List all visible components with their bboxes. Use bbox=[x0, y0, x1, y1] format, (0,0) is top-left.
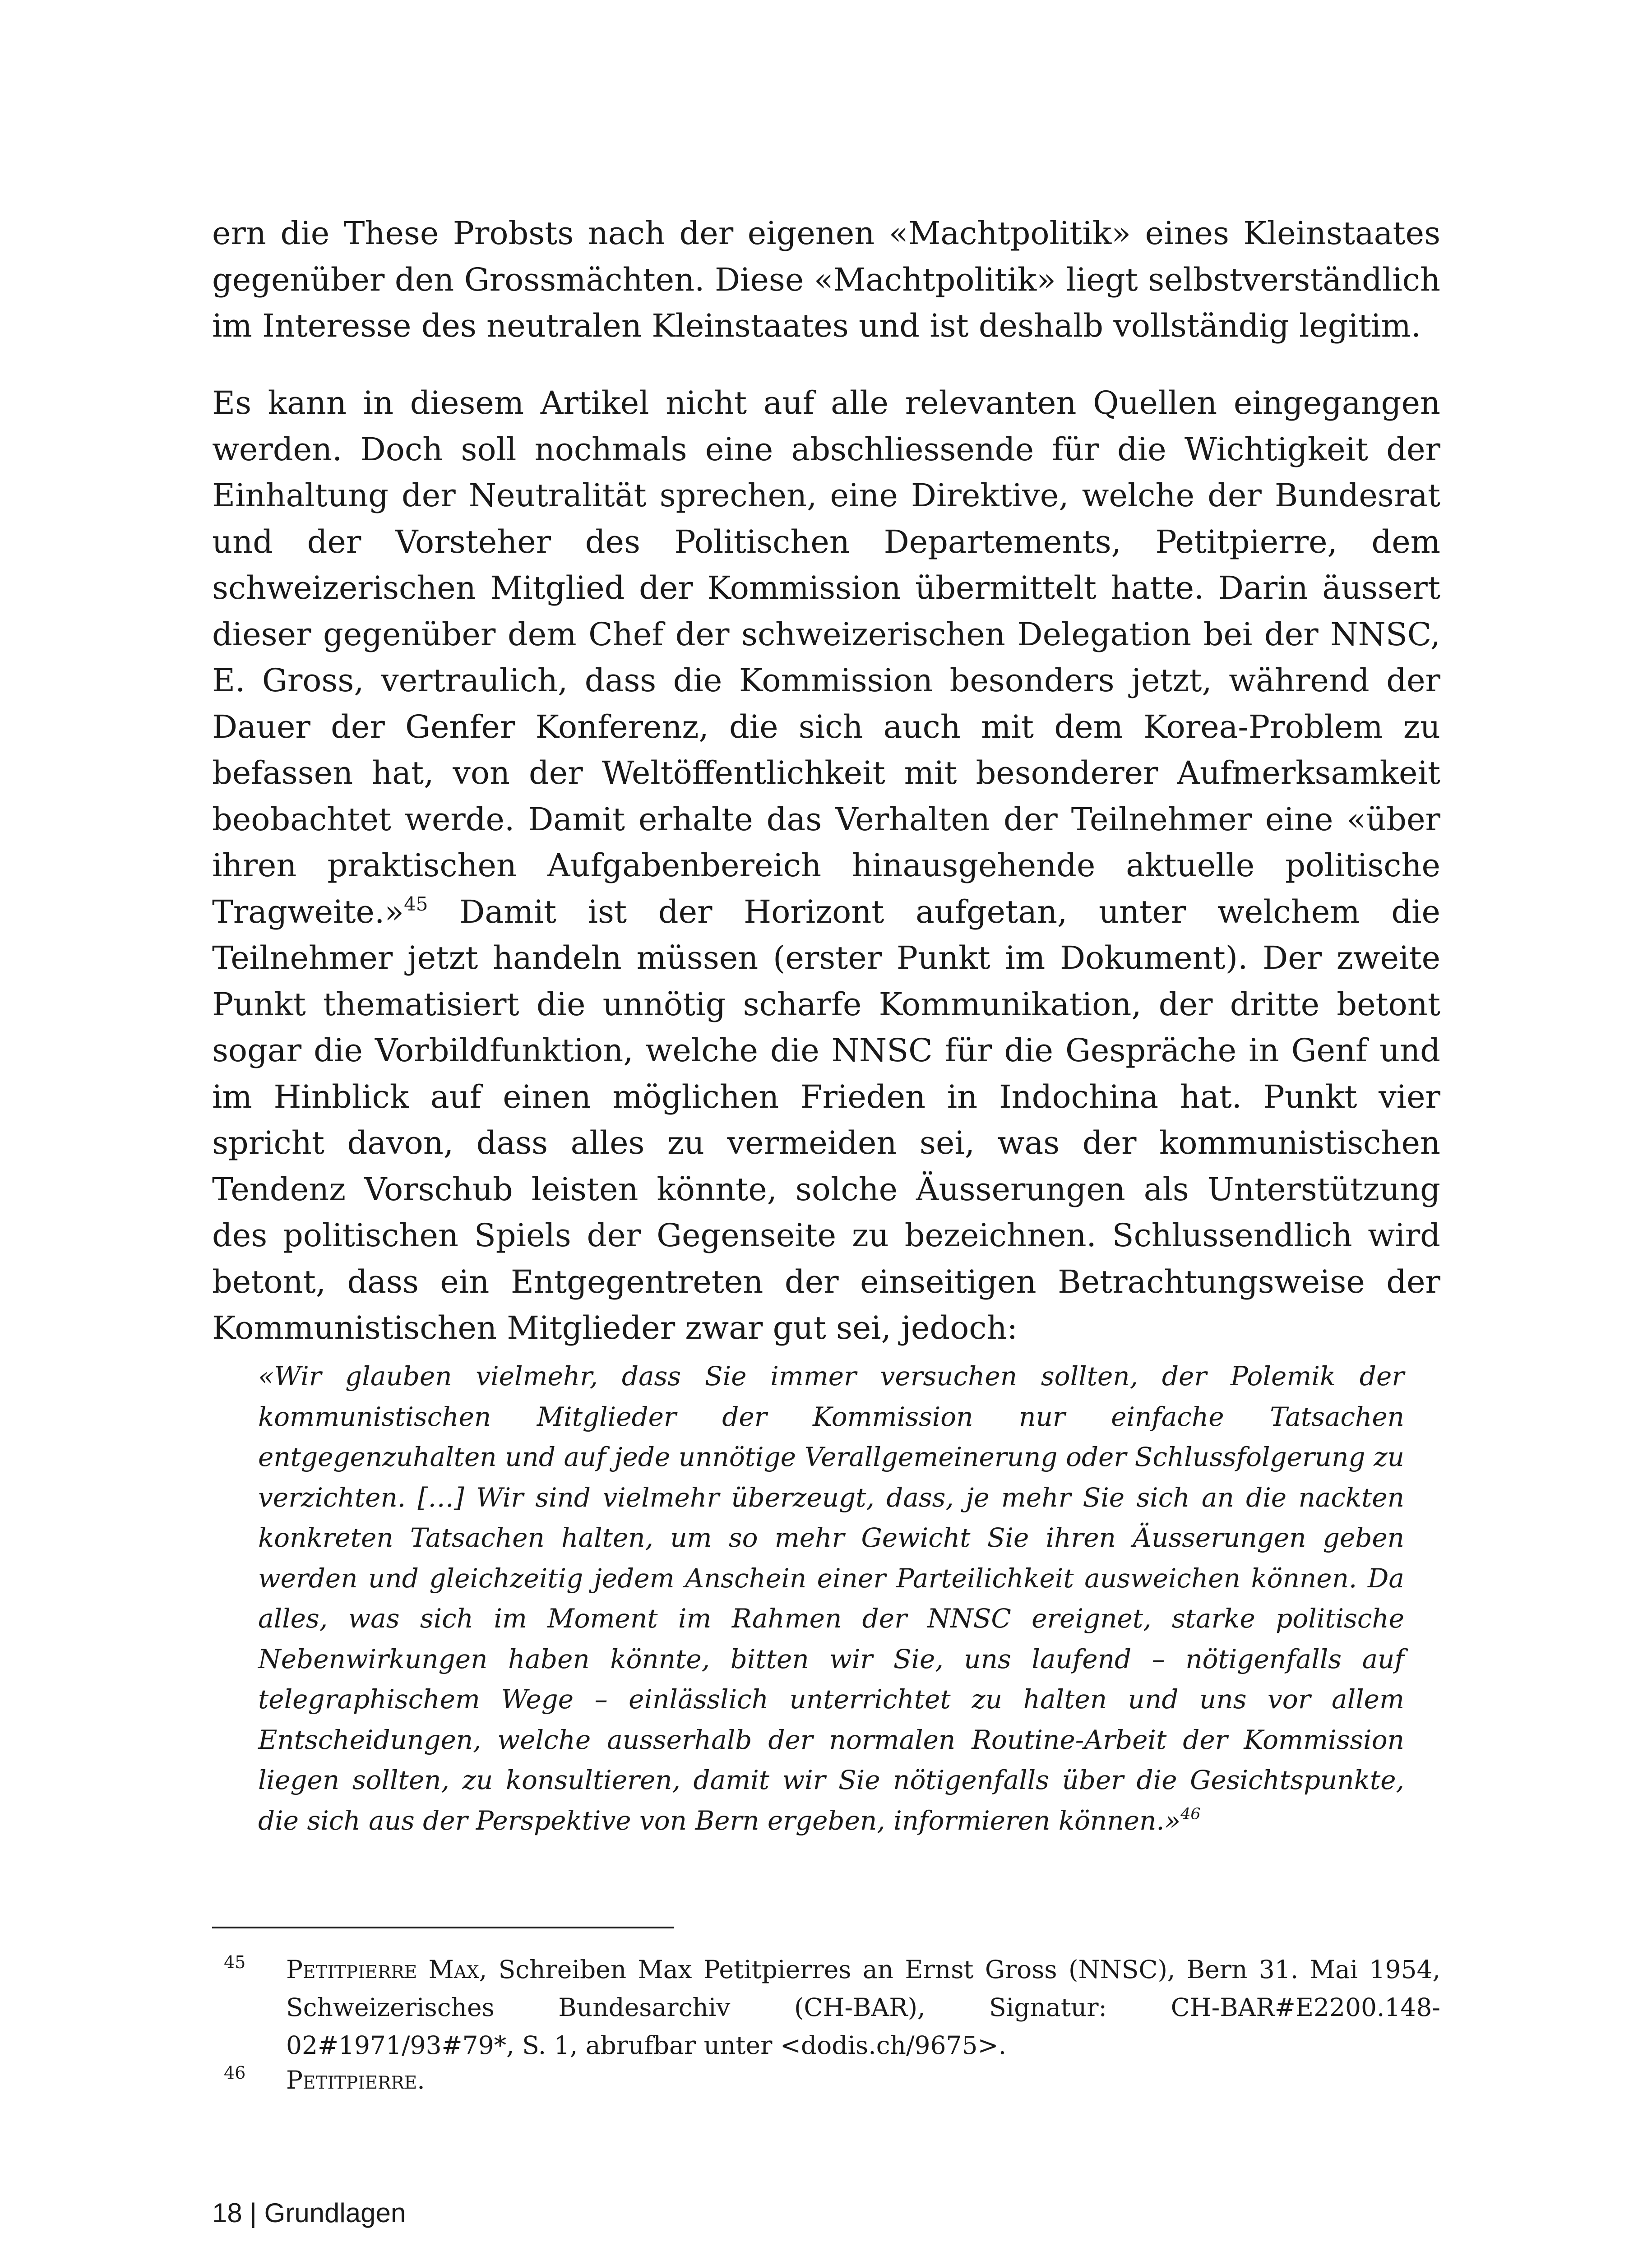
footnote-number: 45 bbox=[224, 1952, 246, 1972]
footnote-citation: . bbox=[417, 2066, 425, 2094]
footnote-number: 46 bbox=[224, 2063, 246, 2083]
quote-text: «Wir glauben vielmehr, dass Sie immer versuchen sollten, der Polemik der kommunistischen Mitglieder der Kommission nur einfache Tatsachen entgegenzuhalten und auf jede unnötige Verallgemeinerung oder Schlussfolgerung zu verzichten. […] Wir sind vielmehr überzeugt, dass, je mehr Sie sich an die nackten konkreten Tatsachen halten, um so mehr Gewicht Sie ihren Äusserungen geben werden und gleichzeitig jedem Anschein einer Parteilichkeit ausweichen können. Da alles, was sich im Moment im Rahmen der NNSC ereignet, starke politische Nebenwirkungen haben könnte, bitten wir Sie, uns laufend – nötigenfalls auf telegraphischem Wege – einlässlich unterrichtet zu halten und uns vor allem Entscheidungen, welche ausserhalb der normalen Routine-Arbeit der Kommission liegen sollten, zu konsultieren, damit wir Sie nötigenfalls über die Gesichtspunkte, die sich aus der Perspektive von Bern ergeben, informieren können.» bbox=[258, 1361, 1404, 1836]
footnote-text bbox=[286, 2061, 1440, 2099]
paragraph-text-part-1: Es kann in diesem Artikel nicht auf alle relevanten Quellen eingegangen werden. Doch soll nochmals eine abschliessende für die Wichtigkeit der Einhaltung der Neutralität sprechen, eine Direktive, welche der Bundesrat und der Vorsteher des Politischen Departements, Petitpierre, dem schweizerischen Mitglied der Kommission übermittelt hatte. Darin äussert dieser gegenüber dem Chef der schweizerischen Delegation bei der NNSC, E. Gross, vertraulich, dass die Kommission besonders jetzt, während der Dauer der Genfer Konferenz, die sich auch mit dem Korea-Problem zu befassen hat, von der Weltöffentlichkeit mit besonderer Aufmerksamkeit beobachtet werde. Damit erhalte das Verhalten der Teilnehmer eine «über ihren praktischen Aufgabenbereich hinausgehende aktuelle politische Tragweite.» bbox=[212, 384, 1440, 930]
footnote-reference-45[interactable]: 45 bbox=[404, 893, 428, 915]
running-footer: 18 | Grundlagen bbox=[212, 2198, 406, 2228]
footnote-author: Petitpierre Max bbox=[286, 1955, 479, 1984]
paragraph-text: ern die These Probsts nach der eigenen «Machtpolitik» eines Kleinstaates gegenüber den Grossmächten. Diese «Machtpolitik» liegt selbstverständlich im Interesse des neutralen Kleinstaates und ist deshalb vollständig legitim. bbox=[212, 215, 1440, 344]
footnote-reference-46[interactable]: 46 bbox=[1180, 1805, 1201, 1824]
footnote-separator bbox=[212, 1927, 674, 1928]
footnote-author: Petitpierre bbox=[286, 2066, 417, 2094]
body-paragraph-2 bbox=[212, 380, 1440, 1351]
paragraph-text-part-2: Damit ist der Horizont aufgetan, unter welchem die Teilnehmer jetzt handeln müssen (erster Punkt im Dokument). Der zweite Punkt thematisiert die unnötig scharfe Kommunikation, der dritte betont sogar die Vorbildfunktion, welche die NNSC für die Gespräche in Genf und im Hinblick auf einen möglichen Frieden in Indochina hat. Punkt vier spricht davon, dass alles zu vermeiden sei, was der kommunistischen Tendenz Vorschub leisten könnte, solche Äusserungen als Unterstützung des politischen Spiels der Gegenseite zu bezeichnen. Schlussendlich wird betont, dass ein Entgegentreten der einseitigen Betrachtungsweise der Kommunistischen Mitglieder zwar gut sei, jedoch: bbox=[212, 893, 1440, 1346]
footnote-citation: , Schreiben Max Petitpierres an Ernst Gross (NNSC), Bern 31. Mai 1954, Schweizerisches Bundesarchiv (CH-BAR), Signatur: CH-BAR#E2200.148-02#1971/93#79*, S. 1, abrufbar unter <dodis.ch/9675>. bbox=[286, 1955, 1440, 2060]
footnote-45 bbox=[212, 1951, 1440, 2064]
block-quote bbox=[258, 1356, 1404, 1841]
paragraph-text bbox=[212, 380, 1440, 1351]
footnote-46 bbox=[212, 2061, 1440, 2099]
body-paragraph-1 bbox=[212, 210, 1440, 349]
footnote-text bbox=[286, 1951, 1440, 2064]
